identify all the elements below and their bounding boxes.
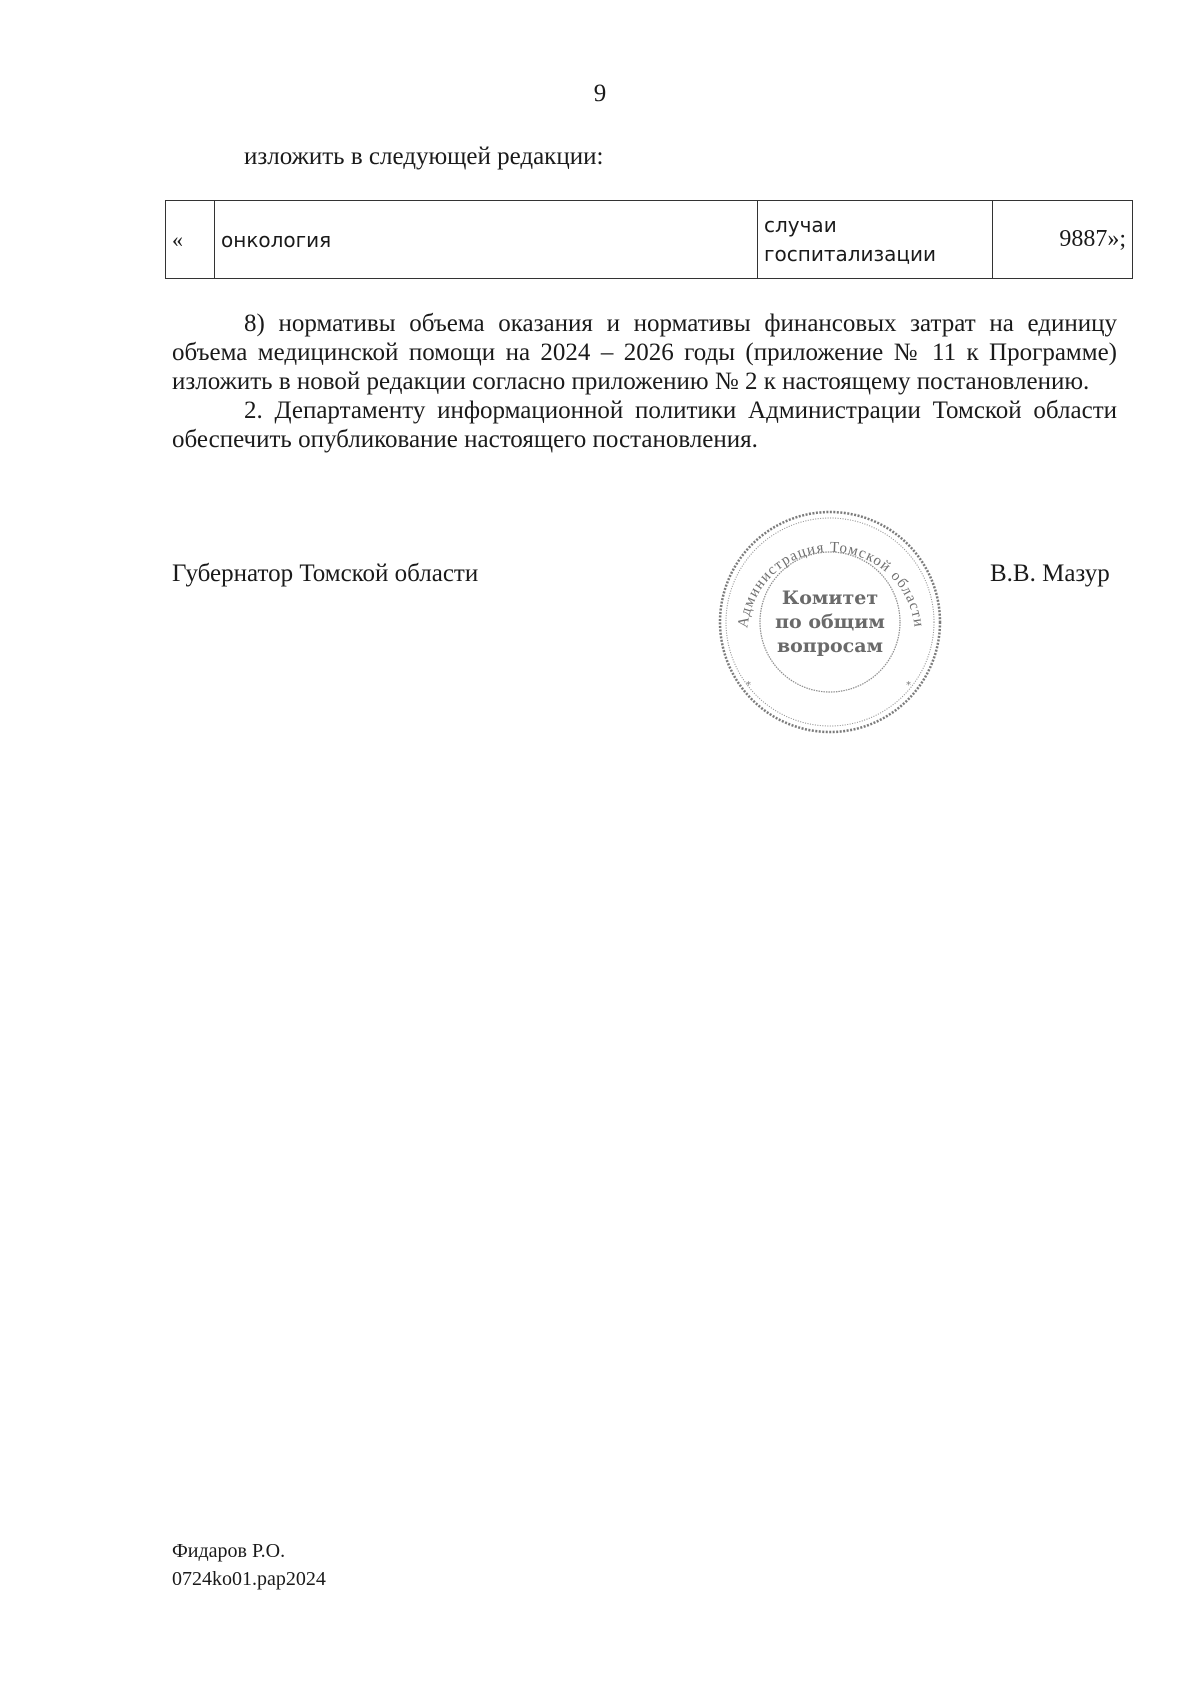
unit-line-2: госпитализации [764, 241, 937, 266]
page-number: 9 [593, 80, 607, 107]
stamp-ring-text: Администрация Томской области [735, 539, 927, 629]
paragraph-item-2: 2. Департаменту информационной политики Администрации Томской области обеспечить опубликование настоящего постановления. [172, 397, 1117, 453]
value-cell: 9887»; [993, 201, 1133, 279]
file-code: 0724ko01.pap2024 [172, 1568, 326, 1590]
stamp-center-line-1: Комитет [781, 587, 879, 609]
stamp-center-line-3: вопросам [776, 635, 884, 657]
intro-text: изложить в следующей редакции: [244, 143, 604, 170]
executor-name: Фидаров Р.О. [172, 1540, 286, 1562]
quote-open-cell: « [166, 201, 215, 279]
paragraph-item-8: 8) нормативы объема оказания и нормативы финансовых затрат на единицу объема медицинской помощи на 2024 – 2026 годы (приложение № 11 к Программе) изложить в новой редакции согласно приложению № 2 к настоящему постановлению. [172, 310, 1117, 395]
signer-title: Губернатор Томской области [172, 560, 479, 587]
stamp-star-icon: * [746, 680, 751, 691]
official-stamp [716, 508, 944, 736]
unit-cell [758, 201, 993, 279]
name-cell: онкология [215, 201, 758, 279]
signer-name: В.В. Мазур [990, 560, 1110, 587]
stamp-star-icon: * [906, 680, 911, 691]
stamp-center-line-2: по общим [775, 611, 885, 633]
table-row [166, 201, 1133, 279]
unit-line-1: случаи [764, 212, 837, 237]
amendment-table [165, 200, 1133, 279]
